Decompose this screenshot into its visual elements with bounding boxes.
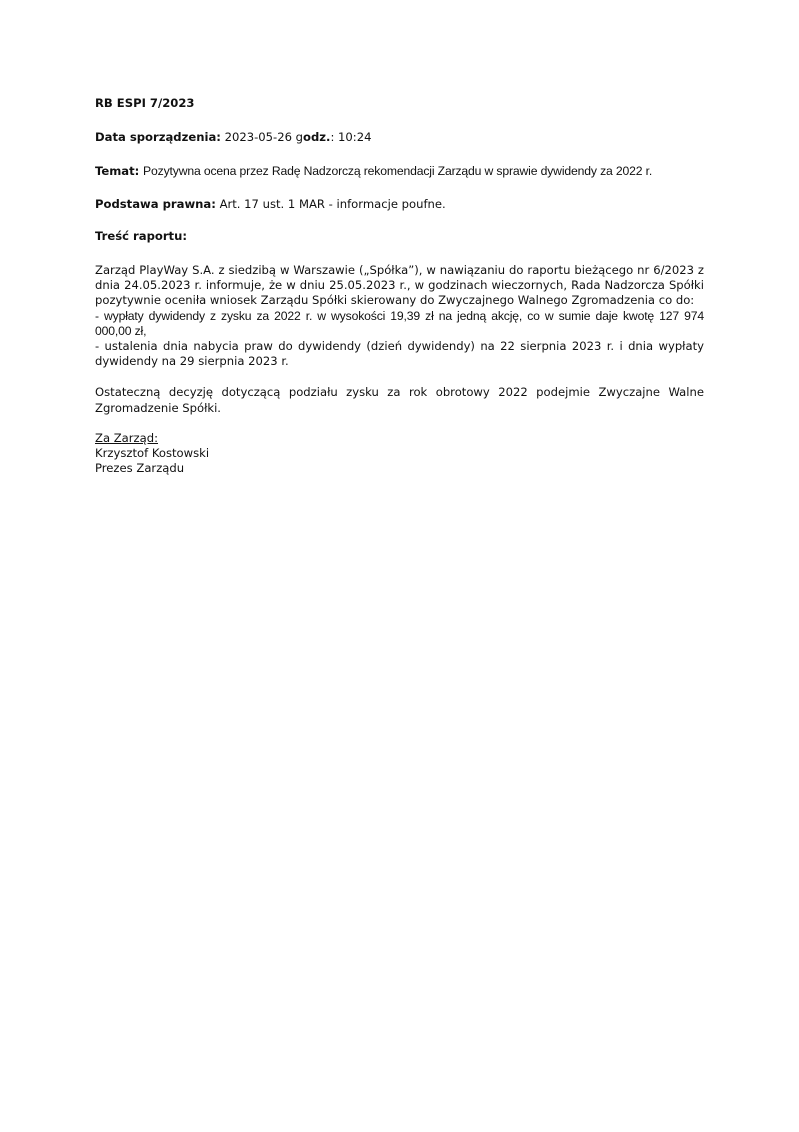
date-field	[95, 130, 704, 145]
report-content	[95, 96, 704, 476]
signature-role: Prezes Zarządu	[95, 461, 185, 476]
content-heading: Treść raportu:	[95, 228, 187, 243]
subject-field	[95, 164, 704, 179]
signature-block	[95, 431, 704, 477]
report-paragraph-1: Zarząd PlayWay S.A. z siedzibą w Warszawie („Spółka”), w nawiązaniu do raportu bieżącego nr 6/2023 z dnia 24.05.2023 r. informuje, że w dniu 25.05.2023 r., w godzinach wieczornych, Rada Nadzorcza Spółki pozytywnie oceniła wniosek Zarządu Spółki skierowany do Zwyczajnego Walnego Zgromadzenia co do:	[95, 263, 704, 308]
dividend-payment-item: - wypłaty dywidendy z zysku za 2022 r. w wysokości 19,39 zł na jedną akcję, co w sumie daje kwotę 127 974 000,00 zł,	[95, 308, 704, 338]
legal-basis-field	[95, 197, 704, 212]
subject-label: Temat:	[95, 164, 140, 179]
report-number: RB ESPI 7/2023	[95, 96, 195, 110]
time-label: odz.	[303, 130, 331, 145]
date-label: Data sporządzenia:	[95, 130, 221, 145]
signature-name: Krzysztof Kostowski	[95, 446, 210, 461]
legal-basis-label: Podstawa prawna:	[95, 196, 216, 211]
legal-basis-value: Art. 17 ust. 1 MAR - informacje poufne.	[219, 196, 446, 211]
subject-value: Pozytywna ocena przez Radę Nadzorczą rekomendacji Zarządu w sprawie dywidendy za 2022 r.	[143, 164, 653, 179]
date-value: 2023-05-26 g	[224, 130, 304, 145]
dividend-date-item: - ustalenia dnia nabycia praw do dywidendy (dzień dywidendy) na 22 sierpnia 2023 r. i dnia wypłaty dywidendy na 29 sierpnia 2023 r.	[95, 339, 704, 369]
signature-label: Za Zarząd:	[95, 430, 159, 445]
time-value: : 10:24	[330, 130, 372, 145]
report-paragraph-2: Ostateczną decyzję dotyczącą podziału zysku za rok obrotowy 2022 podejmie Zwyczajne Walne Zgromadzenie Spółki.	[95, 385, 704, 415]
